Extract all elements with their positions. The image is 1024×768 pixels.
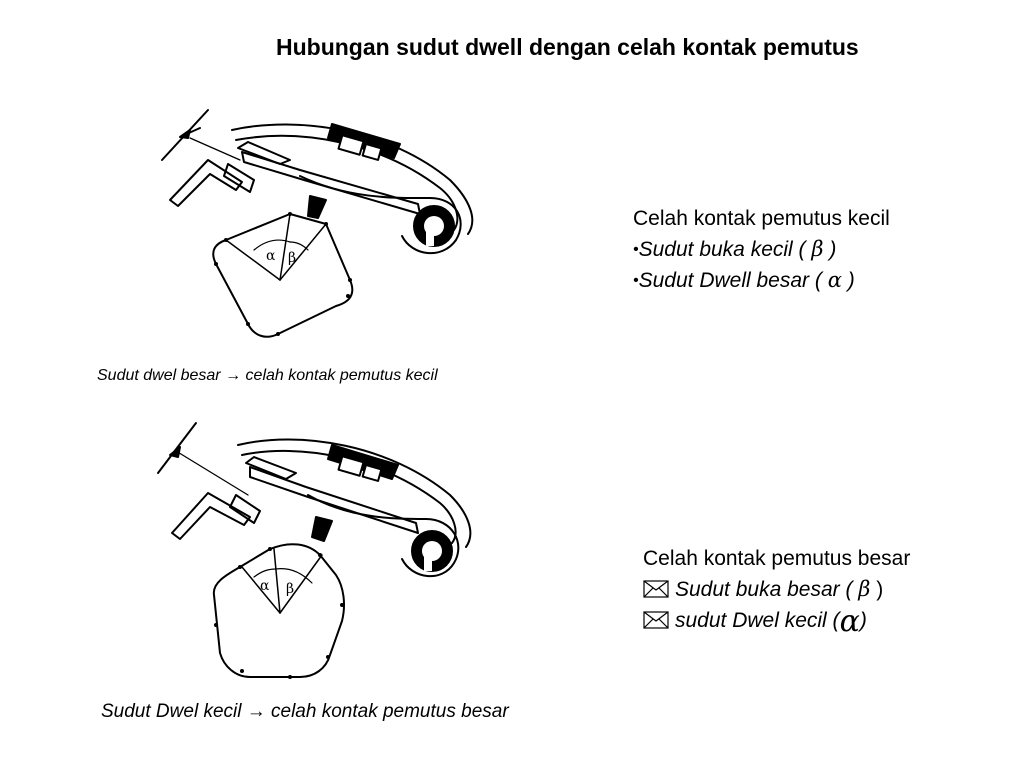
alpha-symbol: α (839, 604, 860, 639)
contact-arm (242, 152, 420, 214)
caption-arrow: → (225, 367, 242, 384)
gap-mark-line-2 (176, 451, 248, 495)
info-heading: Celah kontak pemutus besar (643, 547, 911, 570)
rubbing-block (312, 517, 332, 541)
info-item-opening-angle: •Sudut buka kecil ( β ) (633, 237, 837, 261)
fixed-contact-point (224, 164, 254, 192)
gap-mark-line-2 (190, 138, 240, 160)
caption-arrow: → (246, 701, 266, 722)
alpha-symbol: α (827, 268, 842, 292)
bullet-icon: • (633, 241, 639, 258)
gap-mark-line-1 (158, 423, 196, 473)
info-item-dwell-angle: •Sudut Dwell besar ( α ) (633, 268, 855, 292)
beta-label: β (288, 250, 297, 266)
fixed-contact-bracket (172, 493, 250, 539)
rubbing-block (308, 196, 326, 218)
fixed-contact-point (230, 495, 260, 523)
info-item-dwell-angle: sudut Dwel kecil (α) (643, 605, 943, 637)
beta-symbol: β (811, 237, 824, 261)
alpha-label: α (260, 578, 270, 594)
beta-symbol: β (858, 577, 871, 601)
beta-label: β (286, 581, 295, 597)
bullet-icon: • (633, 272, 639, 289)
info-large-gap (643, 543, 943, 637)
breaker-diagram-small-gap (150, 100, 490, 350)
dwell-angle-arc (254, 569, 276, 577)
page-title: Hubungan sudut dwell dengan celah kontak pemutus (276, 34, 859, 60)
alpha-label: α (266, 248, 276, 264)
caption-bottom: Sudut Dwel kecil → celah kontak pemutus besar (101, 701, 509, 722)
info-heading: Celah kontak pemutus kecil (633, 207, 890, 230)
envelope-icon (643, 610, 669, 630)
breaker-diagram-large-gap (150, 415, 490, 685)
distributor-cam (213, 214, 352, 337)
envelope-icon (643, 579, 669, 599)
caption-top: Sudut dwel besar → celah kontak pemutus kecil (97, 367, 438, 384)
gap-arrowhead (180, 130, 190, 138)
dwell-angle-line-2 (274, 549, 280, 613)
info-small-gap (633, 203, 890, 296)
info-item-opening-angle: Sudut buka besar ( β ) (643, 574, 943, 605)
